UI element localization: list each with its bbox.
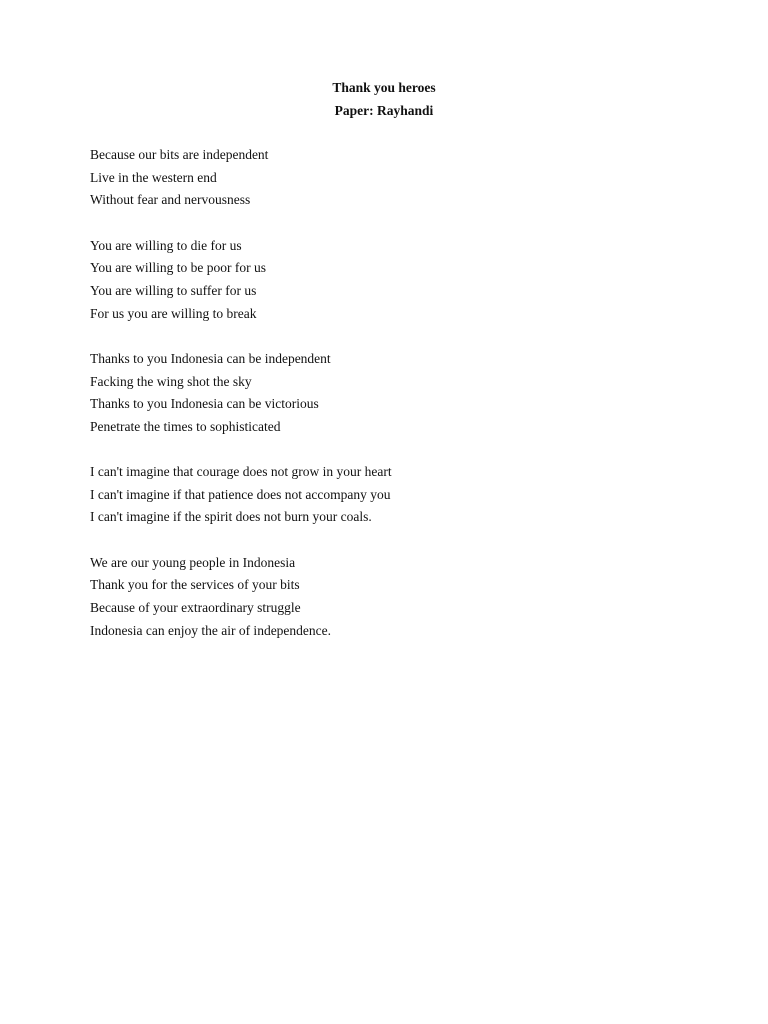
poem-line: For us you are willing to break [90, 305, 257, 321]
poem-line: I can't imagine if the spirit does not burn your coals. [90, 509, 372, 525]
poem-line: Live in the western end [90, 169, 217, 185]
poem-line: Thank you for the services of your bits [90, 577, 300, 593]
poem-line: You are willing to suffer for us [90, 282, 257, 298]
stanza-4 [90, 461, 710, 529]
document-header [0, 77, 768, 122]
poem-line: I can't imagine if that patience does not accompany you [90, 486, 391, 502]
poem-line: Penetrate the times to sophisticated [90, 418, 281, 434]
stanza-3 [90, 348, 710, 439]
poem-line: Because our bits are independent [90, 147, 269, 162]
poem-line: Facking the wing shot the sky [90, 373, 252, 389]
poem-line: Indonesia can enjoy the air of independence. [90, 622, 332, 638]
poem-line: I can't imagine that courage does not grow in your heart [90, 464, 392, 480]
poem-line: You are willing to die for us [90, 237, 242, 253]
author-line: Paper: Rayhandi [334, 102, 434, 118]
poem-line: Thanks to you Indonesia can be independent [90, 350, 331, 366]
stanza-1 [90, 144, 710, 212]
poem-line: You are willing to be poor for us [90, 260, 266, 276]
poem-line: Thanks to you Indonesia can be victorious [90, 396, 319, 412]
poem-line: Because of your extraordinary struggle [90, 600, 301, 615]
document-title: Thank you heroes [332, 80, 436, 95]
stanza-2 [90, 235, 710, 326]
poem-body [90, 144, 710, 665]
stanza-5 [90, 552, 710, 643]
poem-line: We are our young people in Indonesia [90, 554, 296, 570]
poem-line: Without fear and nervousness [90, 192, 251, 208]
